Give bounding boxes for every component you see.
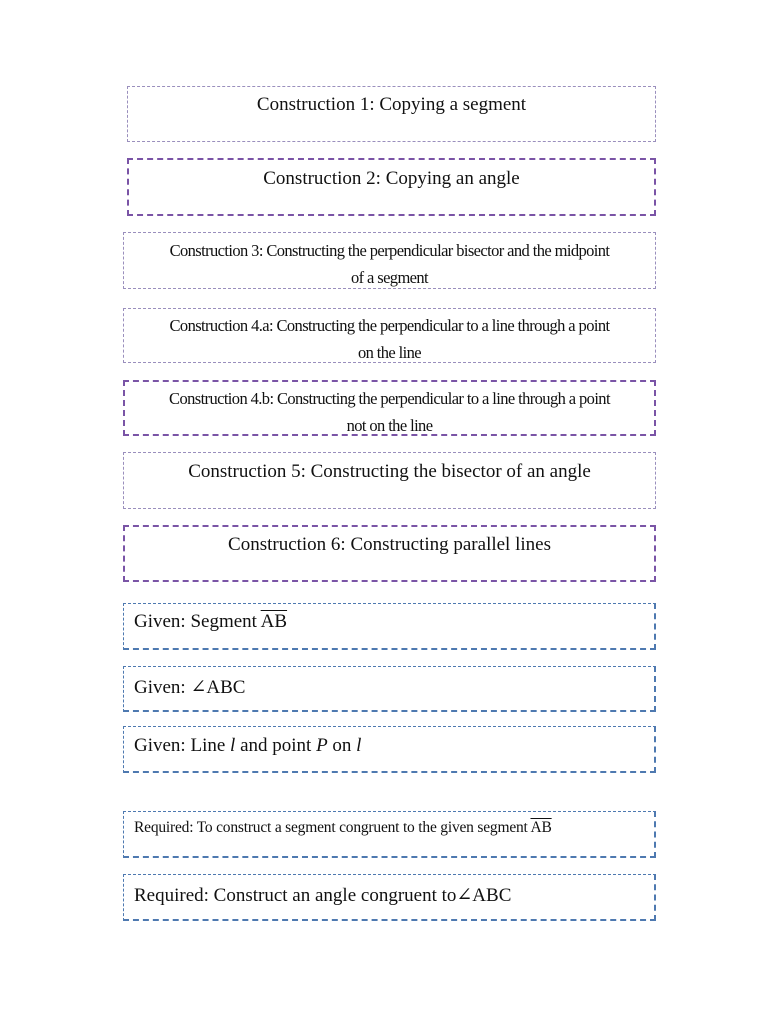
given-line-mid2: on — [327, 735, 357, 756]
line-l-var: l — [230, 735, 236, 756]
given-line-prefix: Given: Line — [134, 735, 231, 756]
construction-card-6 — [123, 525, 656, 582]
required-segment-prefix: Required: To construct a segment congruent to the given segment — [134, 819, 531, 836]
construction-6-label: Construction 6: Constructing parallel lines — [228, 534, 551, 555]
construction-4a-line2: on the line — [357, 343, 422, 362]
required-angle-card — [123, 874, 656, 921]
construction-3-line2: of a segment — [350, 268, 429, 287]
given-line-card — [123, 726, 656, 773]
construction-card-1 — [127, 86, 656, 142]
construction-4a-line1: Construction 4.a: Constructing the perpendicular to a line through a point — [169, 316, 610, 335]
construction-card-3 — [123, 232, 656, 289]
construction-card-4b — [123, 380, 656, 436]
given-line-mid: and point — [235, 735, 317, 756]
construction-4b-line1: Construction 4.b: Constructing the perpendicular to a line through a point — [169, 389, 610, 408]
given-angle-text: Given: ∠ABC — [134, 677, 246, 698]
given-segment-prefix: Given: Segment — [134, 611, 261, 632]
segment-ab-label: $\overline{AB}$ — [260, 611, 288, 632]
point-p-var: P — [316, 735, 328, 756]
required-segment-card — [123, 811, 656, 858]
required-angle-text: Required: Construct an angle congruent to∠ABC — [134, 885, 512, 906]
given-angle-card — [123, 666, 656, 712]
given-segment-text — [134, 611, 287, 633]
construction-4b-line2: not on the line — [346, 416, 433, 435]
given-segment-card — [123, 603, 656, 650]
required-segment-ab-label: $\overline{AB}$ — [530, 819, 552, 836]
construction-card-2 — [127, 158, 656, 216]
construction-card-5 — [123, 452, 656, 509]
line-l-var-2: l — [356, 735, 362, 756]
construction-5-label: Construction 5: Constructing the bisector of an angle — [188, 461, 591, 482]
given-line-text — [134, 735, 361, 757]
construction-2-label: Construction 2: Copying an angle — [263, 168, 520, 189]
construction-3-line1: Construction 3: Constructing the perpendicular bisector and the midpoint — [169, 241, 610, 260]
construction-card-4a — [123, 308, 656, 363]
required-segment-text — [134, 819, 552, 837]
construction-1-label: Construction 1: Copying a segment — [256, 94, 527, 115]
